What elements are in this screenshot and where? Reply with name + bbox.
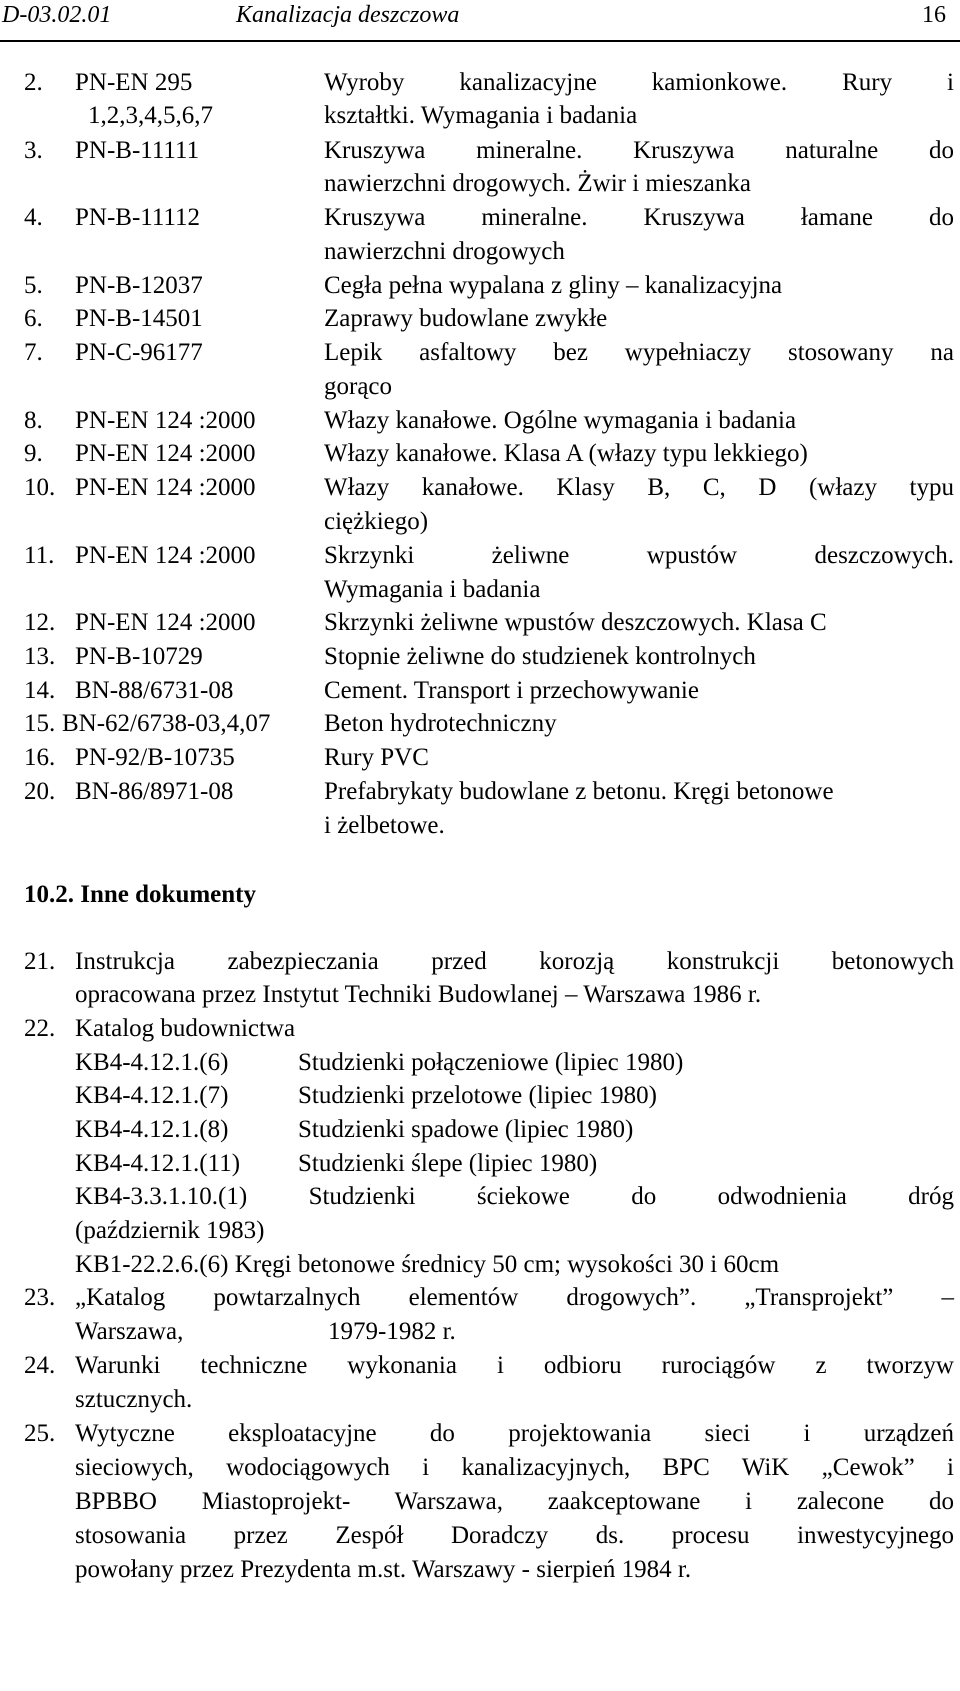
std-desc: Włazy kanałowe. Klasa A (włazy typu lekkiego) [324,440,808,467]
std-desc: Kruszywa mineralne. Kruszywa naturalne do [324,137,954,164]
std-code: PN-EN 295 [75,69,193,96]
doc-num: 25. [24,1420,56,1447]
std-desc: nawierzchni drogowych [324,238,565,265]
std-code: PN-B-12037 [75,272,203,299]
doc-text: Warunki techniczne wykonania i odbioru rurociągów z tworzyw [75,1352,954,1379]
doc-num: 24. [24,1352,56,1379]
doc-text: sztucznych. [75,1386,193,1413]
std-num: 16. [24,744,56,771]
std-code: PN-EN 124 :2000 [75,474,256,501]
doc-text: opracowana przez Instytut Techniki Budowlanej – Warszawa 1986 r. [75,981,762,1008]
std-num: 5. [24,272,43,299]
std-num: 4. [24,204,43,231]
std-desc: Stopnie żeliwne do studzienek kontrolnych [324,643,756,670]
std-num: 13. [24,643,56,670]
std-desc: kształtki. Wymagania i badania [324,102,638,129]
catalog-code: KB4-4.12.1.(11) [75,1150,241,1177]
std-num: 7. [24,339,43,366]
std-code: PN-92/B-10735 [75,744,235,771]
std-code: 1,2,3,4,5,6,7 [88,102,213,129]
header-rule [0,40,960,42]
std-code: BN-86/8971-08 [75,778,234,805]
std-desc: Prefabrykaty budowlane z betonu. Kręgi betonowe [324,778,834,805]
catalog-entry: KB1-22.2.6.(6) Kręgi betonowe średnicy 50 cm; wysokości 30 i 60cm [75,1251,780,1278]
section-heading: 10.2. Inne dokumenty [24,881,256,908]
std-code: PN-B-14501 [75,305,203,332]
catalog-code: KB4-4.12.1.(6) [75,1049,229,1076]
std-num: 9. [24,440,43,467]
page-number: 16 [922,2,946,28]
std-desc: nawierzchni drogowych. Żwir i mieszanka [324,170,751,197]
std-desc: Cegła pełna wypalana z gliny – kanalizacyjna [324,272,783,299]
document-code: D-03.02.01 [2,2,112,28]
std-num: 12. [24,609,56,636]
doc-text: Instrukcja zabezpieczania przed korozją konstrukcji betonowych [75,948,954,975]
std-num: 15. [24,710,56,737]
catalog-code: KB4-4.12.1.(7) [75,1082,229,1109]
std-code: PN-C-96177 [75,339,203,366]
std-desc: Rury PVC [324,744,429,771]
catalog-desc: Studzienki spadowe (lipiec 1980) [298,1116,634,1143]
std-code: PN-EN 124 :2000 [75,609,256,636]
doc-num: 22. [24,1015,56,1042]
std-code: PN-EN 124 :2000 [75,440,256,467]
std-desc: Kruszywa mineralne. Kruszywa łamane do [324,204,954,231]
std-desc: gorąco [324,373,393,400]
std-code: BN-62/6738-03,4,07 [62,710,271,737]
doc-text: powołany przez Prezydenta m.st. Warszawy - sierpień 1984 r. [75,1556,692,1583]
std-desc: Lepik asfaltowy bez wypełniaczy stosowany na [324,339,954,366]
std-num: 11. [24,542,55,569]
std-code: PN-B-11111 [75,137,200,164]
doc-text: „Katalog powtarzalnych elementów drogowych”. „Transprojekt” – [75,1284,954,1311]
std-num: 2. [24,69,43,96]
std-num: 20. [24,778,56,805]
doc-text: Katalog budownictwa [75,1015,296,1042]
std-desc: Cement. Transport i przechowywanie [324,677,699,704]
std-desc: Zaprawy budowlane zwykłe [324,305,608,332]
doc-text: BPBBO Miastoprojekt- Warszawa, zaakceptowane i zalecone do [75,1488,954,1515]
doc-text: sieciowych, wodociągowych i kanalizacyjnych, BPC WiK „Cewok” i [75,1454,954,1481]
page-header [0,0,960,44]
catalog-entry: (październik 1983) [75,1217,265,1244]
doc-num: 23. [24,1284,56,1311]
doc-num: 21. [24,948,56,975]
std-desc: Wyroby kanalizacyjne kamionkowe. Rury i [324,69,954,96]
std-desc: ciężkiego) [324,508,429,535]
catalog-desc: Studzienki ślepe (lipiec 1980) [298,1150,598,1177]
catalog-desc: Studzienki przelotowe (lipiec 1980) [298,1082,657,1109]
doc-text: 1979-1982 r. [328,1318,456,1345]
std-num: 3. [24,137,43,164]
std-code: PN-B-10729 [75,643,203,670]
doc-text: Wytyczne eksploatacyjne do projektowania sieci i urządzeń [75,1420,954,1447]
catalog-entry: KB4-3.3.1.10.(1) Studzienki ściekowe do odwodnienia dróg [75,1183,954,1210]
std-desc: i żelbetowe. [324,812,445,839]
catalog-code: KB4-4.12.1.(8) [75,1116,229,1143]
std-desc: Skrzynki żeliwne wpustów deszczowych. Klasa C [324,609,827,636]
catalog-desc: Studzienki połączeniowe (lipiec 1980) [298,1049,684,1076]
std-num: 14. [24,677,56,704]
std-desc: Wymagania i badania [324,576,541,603]
doc-text: stosowania przez Zespół Doradczy ds. procesu inwestycyjnego [75,1522,954,1549]
doc-text: Warszawa, [75,1318,184,1345]
std-num: 6. [24,305,43,332]
std-code: BN-88/6731-08 [75,677,234,704]
std-code: PN-EN 124 :2000 [75,407,256,434]
std-code: PN-EN 124 :2000 [75,542,256,569]
std-code: PN-B-11112 [75,204,200,231]
std-desc: Skrzynki żeliwne wpustów deszczowych. [324,542,954,569]
std-desc: Włazy kanałowe. Klasy B, C, D (włazy typu [324,474,954,501]
std-num: 10. [24,474,56,501]
std-desc: Włazy kanałowe. Ogólne wymagania i badania [324,407,797,434]
document-title: Kanalizacja deszczowa [236,2,460,28]
std-desc: Beton hydrotechniczny [324,710,557,737]
std-num: 8. [24,407,43,434]
